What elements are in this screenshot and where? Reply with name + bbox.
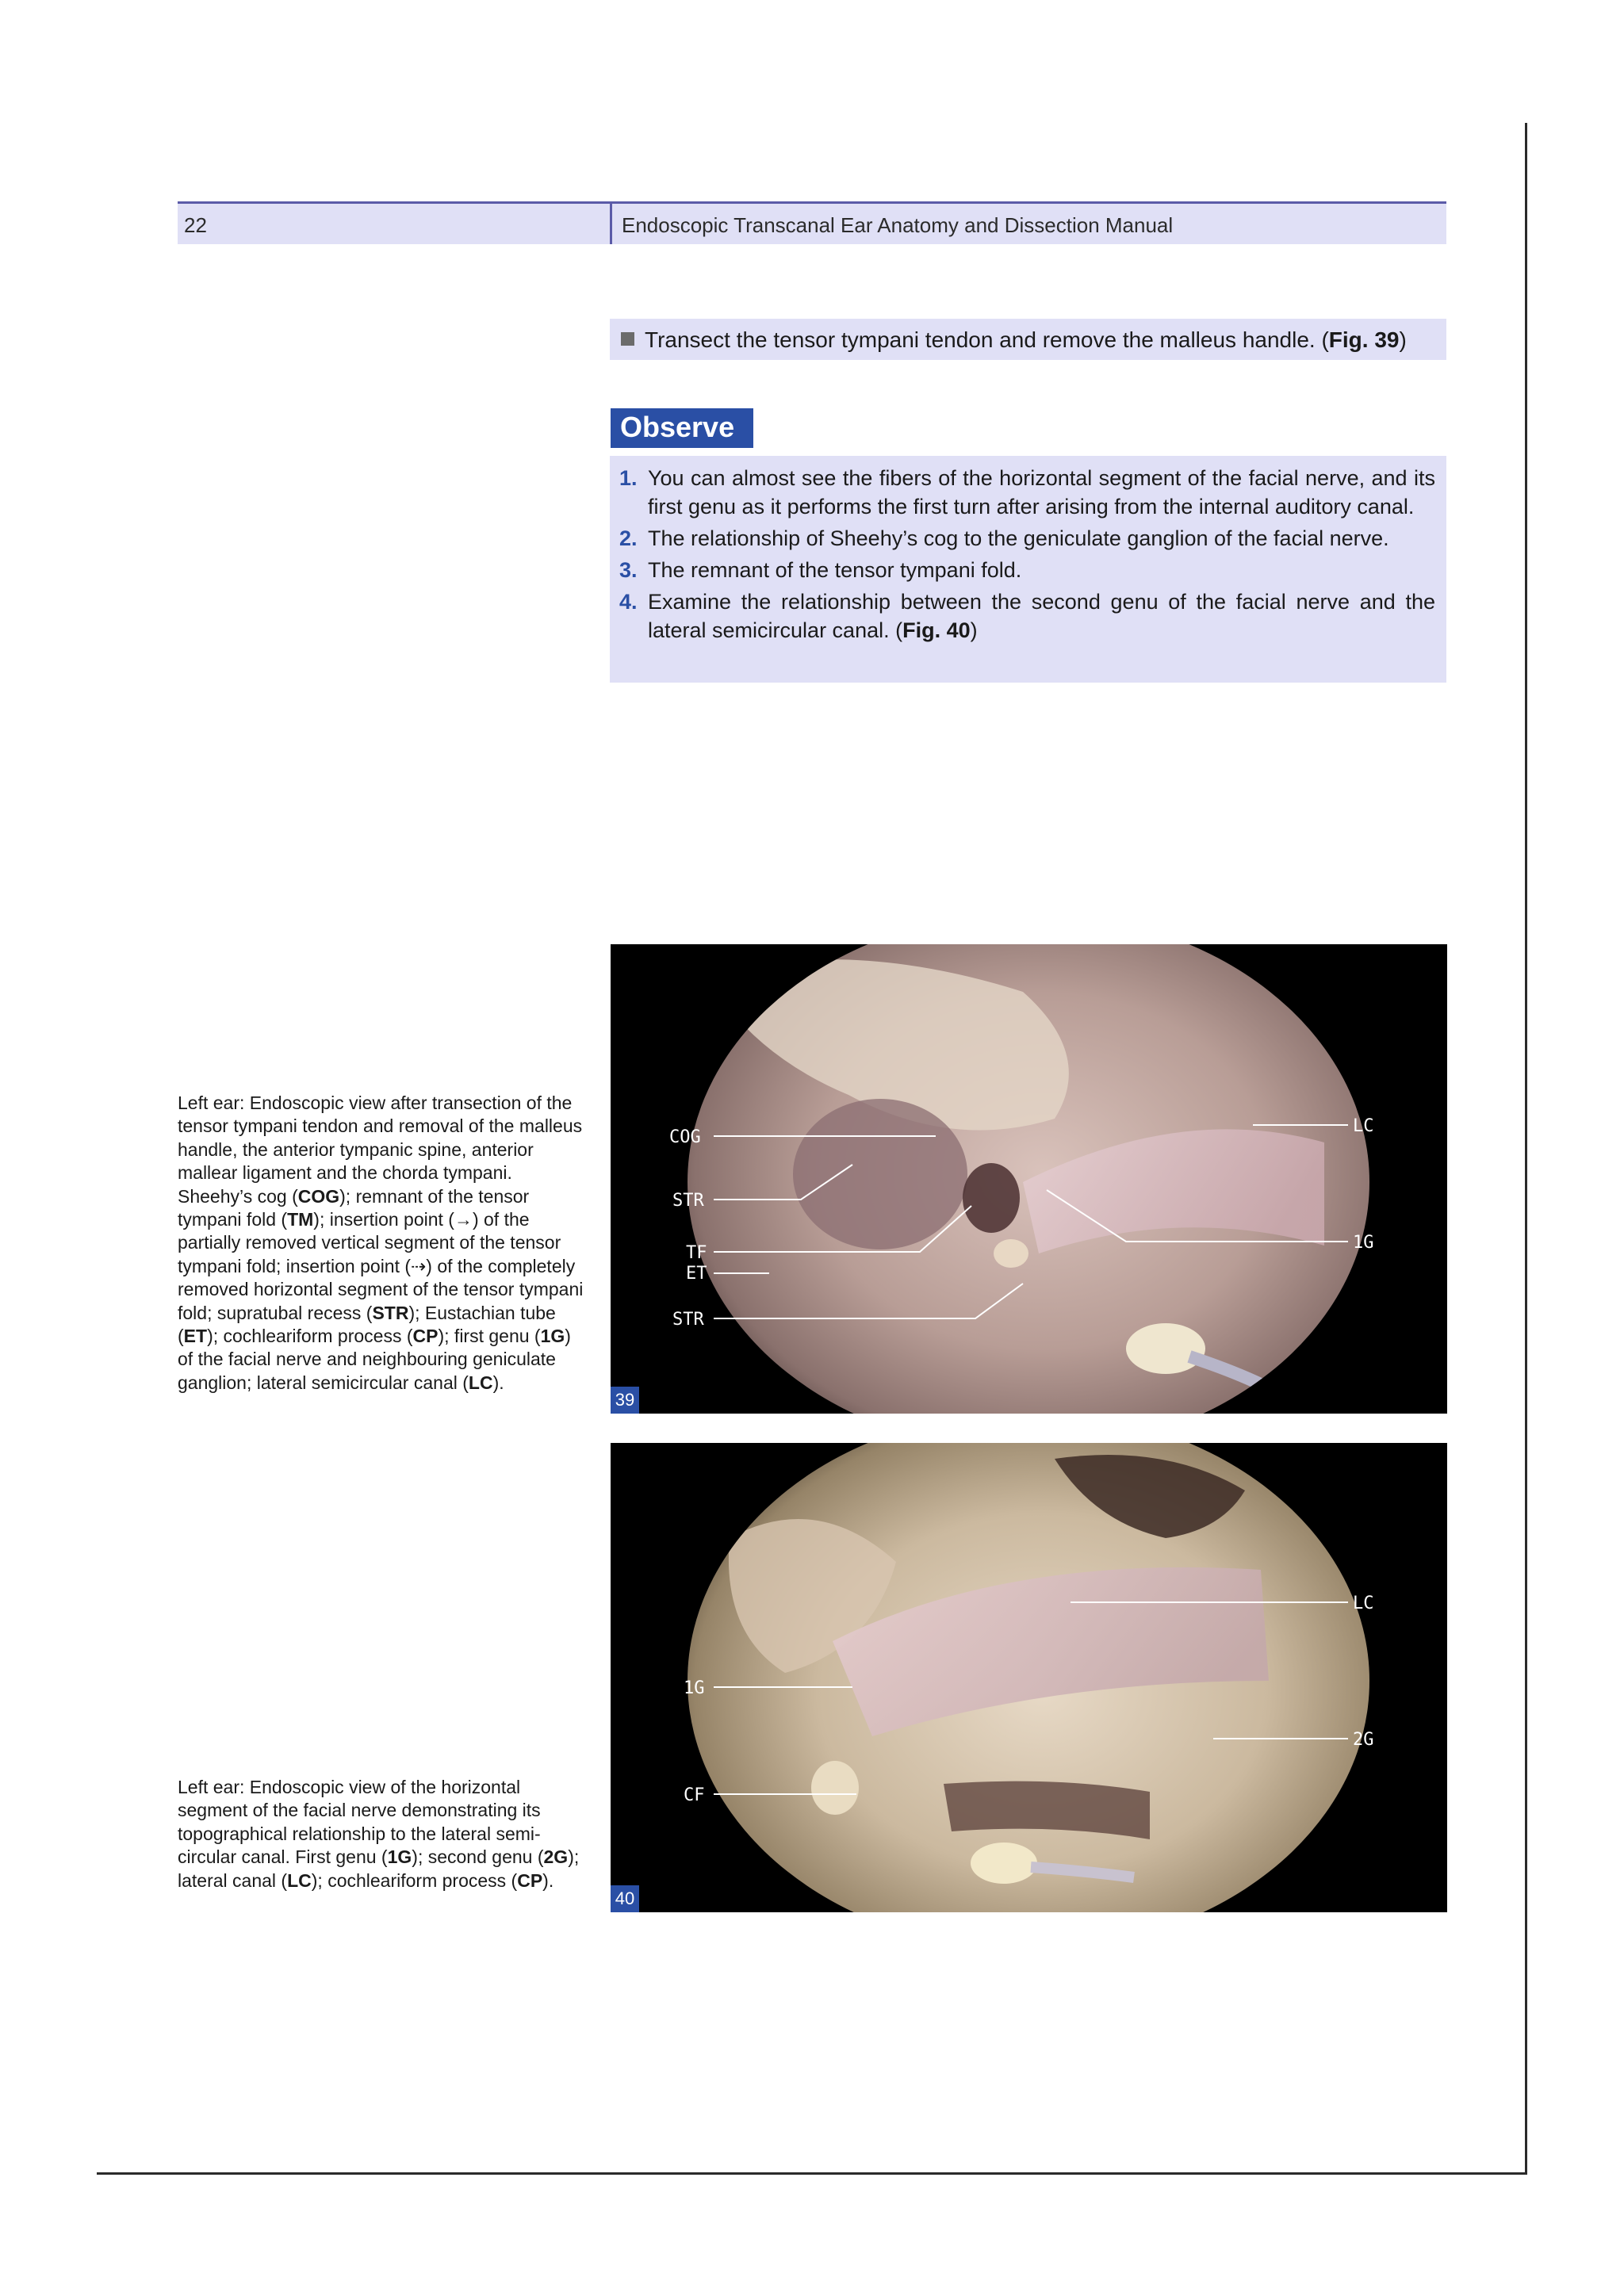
endoscopic-image-39 — [611, 944, 1447, 1414]
list-item: 1. You can almost see the fibers of the horizontal segment of the facial nerve, and its first genu as it performs the first turn after arising from the internal auditory canal. — [619, 466, 1435, 519]
figure-number-badge: 40 — [611, 1885, 639, 1912]
figure-number-badge: 39 — [611, 1387, 639, 1414]
list-item: 3. The remnant of the tensor tympani fold. — [619, 558, 1022, 582]
page-number: 22 — [184, 213, 207, 237]
figure-39 — [611, 944, 1447, 1414]
header-title-bar — [610, 201, 1446, 244]
label-1g: 1G — [684, 1678, 705, 1698]
observe-list — [619, 464, 1435, 645]
fig39-caption: Left ear: Endoscopic view after transection of the tensor tympani tendon and removal of the malleus handle, the anterior tympanic spine, anterior mallear ligament and the chorda tympani. Sheehy’s cog (COG); remnant of the tensor tympani fold (TM); insertion point (→) of the partially removed vertical segment of the tensor tympani fold; insertion point (⇢) of the completely removed horizontal segment of the tensor tympani fold; supratubal recess (STR); Eustachian tube (ET); cochleariform process (CP); first genu (1G) of the facial nerve and neighbouring geniculate ganglion; lateral semicircular canal (LC). — [178, 1093, 584, 1393]
endoscopic-image-40 — [611, 1443, 1447, 1912]
label-1g: 1G — [1353, 1233, 1374, 1253]
label-cf: CF — [684, 1785, 705, 1805]
figure-40 — [611, 1443, 1447, 1912]
dissection-step — [610, 319, 1446, 360]
running-title: Endoscopic Transcanal Ear Anatomy and Dissection Manual — [622, 213, 1174, 237]
square-bullet-icon — [621, 332, 634, 346]
header-page-number-bar — [178, 201, 610, 244]
observe-heading: Observe — [611, 408, 753, 448]
list-item: 4. Examine the relationship between the second genu of the facial nerve and the lateral semicircular canal. (Fig. 40) — [619, 590, 1435, 642]
label-str: STR — [672, 1191, 704, 1211]
fig-ref-40[interactable]: Fig. 40 — [902, 618, 971, 642]
label-str: STR — [672, 1310, 704, 1330]
fig-ref-39[interactable]: Fig. 39 — [1328, 327, 1400, 352]
label-2g: 2G — [1353, 1730, 1374, 1750]
label-cog: COG — [669, 1127, 701, 1147]
label-lc: LC — [1353, 1116, 1374, 1136]
label-et: ET — [686, 1264, 707, 1284]
label-tf: TF — [686, 1243, 707, 1263]
observe-list-box — [610, 456, 1446, 683]
page-trim-right — [1525, 123, 1527, 2174]
step-text: Transect the tensor tympani tendon and remove the malleus handle. (Fig. 39) — [645, 327, 1407, 352]
label-lc: LC — [1353, 1594, 1374, 1613]
fig40-caption: Left ear: Endoscopic view of the horizontal segment of the facial nerve demonstrating its topographical relationship to the lateral semi-circular canal. First genu (1G); second genu (2G); lateral canal (LC); cochleariform process (CP). — [178, 1777, 580, 1891]
list-item: 2. The relationship of Sheehy’s cog to the geniculate ganglion of the facial nerve. — [619, 526, 1389, 550]
page-trim-bottom — [97, 2172, 1527, 2175]
